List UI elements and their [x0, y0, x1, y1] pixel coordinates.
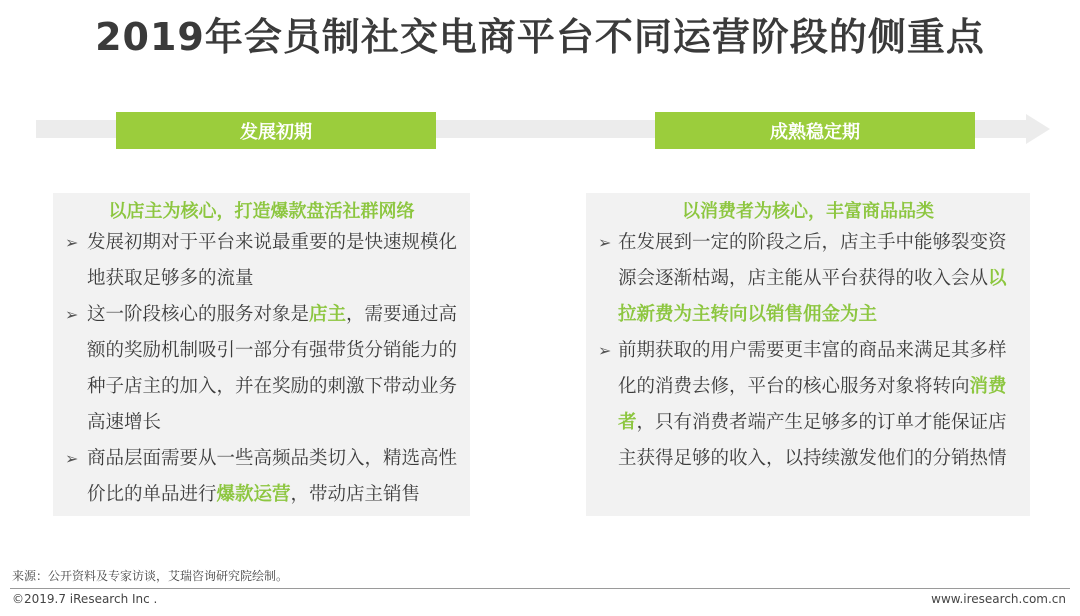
phase-label-early: 发展初期 — [116, 112, 436, 149]
item-text: ，只有消费者端产生足够多的订单才能保证店主获得足够的收入，以持续激发他们的分销热情 — [618, 412, 1007, 469]
list-item — [53, 297, 470, 441]
item-text: 发展初期对于平台来说最重要的是快速规模化地获取足够多的流量 — [87, 232, 458, 289]
phase-label-mature: 成熟稳定期 — [655, 112, 975, 149]
item-text: 前期获取的用户需要更丰富的商品来满足其多样化的消费去修，平台的核心服务对象将转向 — [618, 340, 1007, 397]
arrow-bullet-icon: ➢ — [65, 233, 79, 252]
page-title: 2019年会员制社交电商平台不同运营阶段的侧重点 — [95, 15, 985, 59]
panel-heading: 以店主为核心，打造爆款盘活社群网络 — [108, 201, 415, 222]
arrow-bullet-icon: ➢ — [65, 305, 79, 324]
list-item — [53, 441, 470, 513]
footer-divider — [10, 588, 1070, 589]
source-note: 来源：公开资料及专家访谈，艾瑞咨询研究院绘制。 — [12, 569, 289, 583]
panel-early — [53, 193, 470, 516]
item-highlight: 爆款运营 — [216, 484, 291, 505]
item-highlight: 消费者 — [618, 376, 1007, 433]
item-highlight: 以拉新费为主转向以销售佣金为主 — [618, 268, 1007, 325]
item-text: 在发展到一定的阶段之后，店主手中能够裂变资源会逐渐枯竭，店主能从平台获得的收入会从 — [618, 232, 1007, 289]
list-item — [53, 225, 470, 297]
item-highlight: 店主 — [309, 304, 347, 325]
arrow-bullet-icon: ➢ — [65, 449, 79, 468]
copyright: ©2019.7 iResearch Inc . — [12, 592, 158, 606]
list-item — [586, 333, 1030, 477]
panel-mature — [586, 193, 1030, 516]
list-item — [586, 225, 1030, 333]
item-text: ，需要通过高额的奖励机制吸引一部分有强带货分销能力的种子店主的加入，并在奖励的刺激下带动业务高速增长 — [87, 304, 458, 433]
arrow-bullet-icon: ➢ — [598, 341, 612, 360]
item-text: 这一阶段核心的服务对象是 — [87, 304, 310, 325]
arrow-bullet-icon: ➢ — [598, 233, 612, 252]
panel-heading: 以消费者为核心，丰富商品品类 — [682, 201, 934, 222]
timeline-arrow-head — [1026, 114, 1050, 144]
item-text: 商品层面需要从一些高频品类切入，精选高性价比的单品进行 — [87, 448, 458, 505]
item-text: ，带动店主销售 — [290, 484, 421, 505]
website-link[interactable]: www.iresearch.com.cn — [931, 592, 1066, 606]
